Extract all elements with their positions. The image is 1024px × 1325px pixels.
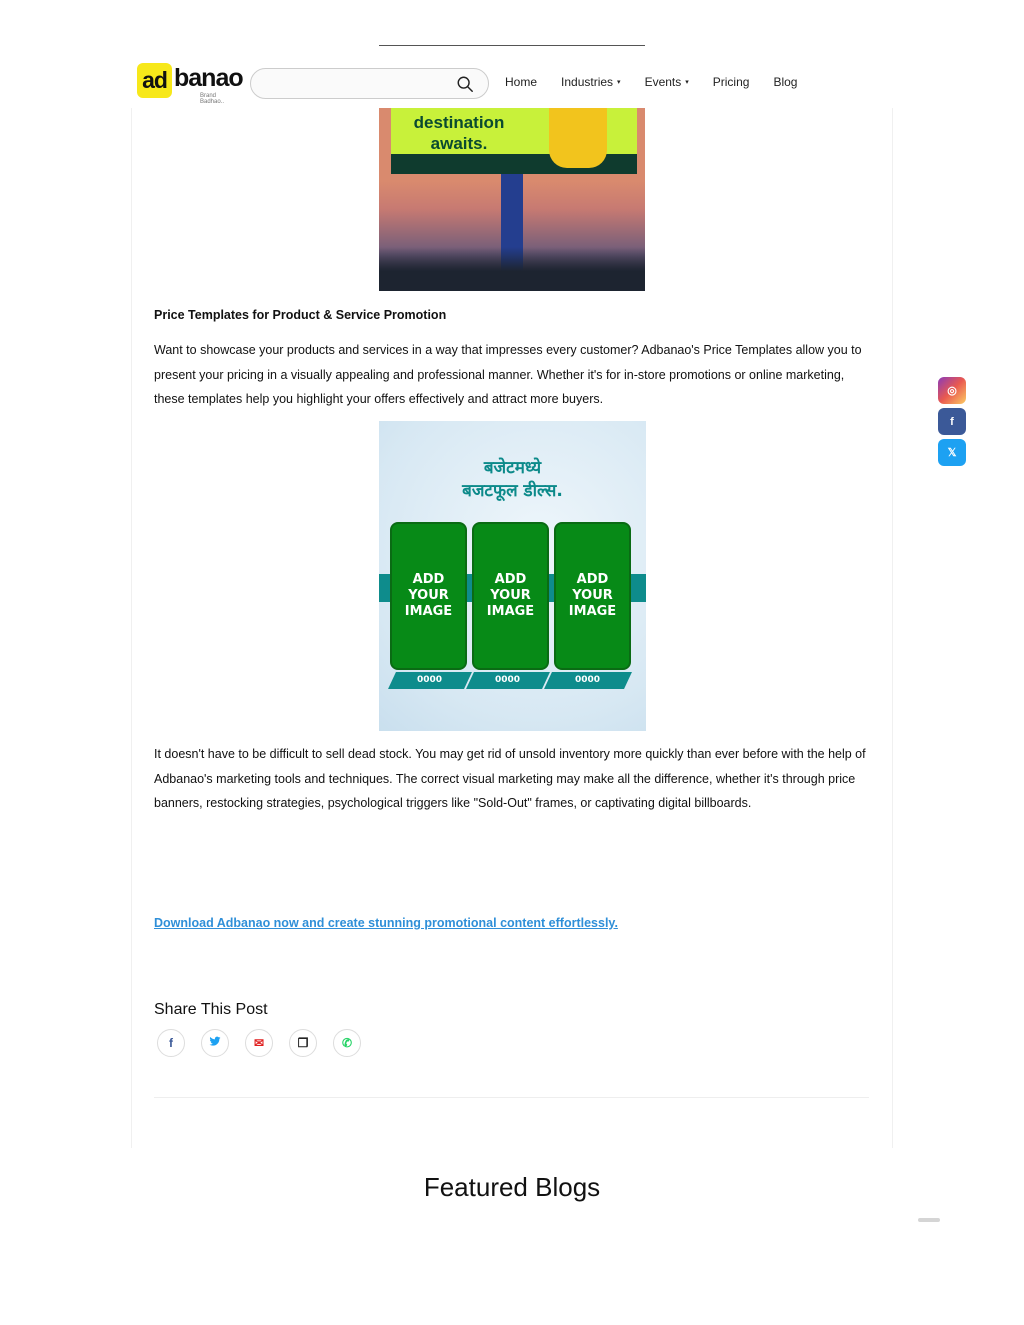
billboard-image — [379, 108, 645, 291]
price-tag — [388, 672, 472, 689]
search-input[interactable] — [250, 68, 489, 99]
share-twitter-button[interactable] — [201, 1029, 229, 1057]
billboard-person — [549, 108, 607, 168]
nav-blog[interactable] — [773, 75, 797, 89]
search-icon[interactable] — [456, 75, 474, 93]
nav-industries[interactable] — [561, 75, 621, 89]
nav-events[interactable] — [645, 75, 689, 89]
price-tag — [466, 672, 550, 689]
price-template-title: बजेटमध्ये बजटफूल डील्स. — [462, 458, 563, 501]
facebook-button[interactable] — [938, 408, 966, 435]
article-paragraph: Want to showcase your products and services in a way that impresses every customer? Adbanao's Price Templates allow you to present your pricing in a visually appealing and professional manner. Whether it's for in-store promotions or online marketing, these templates help you highlight your offers effectively and attract more buyers. — [154, 343, 862, 406]
nav-industries-label: Industries — [561, 75, 614, 89]
copy-link-button[interactable] — [289, 1029, 317, 1057]
main-nav — [505, 75, 821, 89]
price-template-image — [379, 421, 646, 731]
facebook-icon: f — [950, 415, 954, 428]
share-email-button[interactable] — [245, 1029, 273, 1057]
nav-pricing[interactable] — [713, 75, 750, 89]
chevron-down-icon: ▾ — [685, 79, 689, 86]
logo-ad-mark: ad — [137, 63, 172, 98]
article-paragraph: It doesn't have to be difficult to sell dead stock. You may get rid of unsold inventory more quickly than ever before with the help of Adbanao's marketing tools and techniques. The correct visual marketing may make all the difference, whether it's through price banners, restocking strategies, psychological triggers like "Sold-Out" frames, or captivating digital billboards. — [154, 747, 866, 810]
logo-tagline: Brand Badhao.. — [200, 93, 225, 105]
image-placeholder-card: ADD YOUR IMAGE — [554, 522, 631, 670]
price-tag-value: 0000 — [495, 675, 521, 685]
divider — [154, 1097, 869, 1098]
nav-blog-label: Blog — [773, 75, 798, 89]
article-heading: Price Templates for Product & Service Promotion — [154, 308, 447, 322]
twitter-icon — [209, 1036, 221, 1050]
price-tag — [544, 672, 632, 689]
scroll-indicator — [918, 1218, 940, 1222]
site-header — [131, 58, 893, 108]
nav-events-label: Events — [644, 75, 682, 89]
x-button[interactable] — [938, 439, 966, 466]
share-facebook-button[interactable] — [157, 1029, 185, 1057]
x-icon: 𝕏 — [947, 447, 957, 459]
share-buttons — [157, 1029, 377, 1057]
instagram-button[interactable] — [938, 377, 966, 404]
instagram-icon: ◎ — [947, 385, 957, 397]
share-title: Share This Post — [154, 1001, 268, 1018]
price-tag-value: 0000 — [575, 675, 601, 685]
email-icon: ✉ — [253, 1036, 265, 1050]
billboard-skyline — [379, 247, 645, 291]
image-placeholder-card: ADD YOUR IMAGE — [390, 522, 467, 670]
price-tag-value: 0000 — [417, 675, 443, 685]
nav-pricing-label: Pricing — [712, 75, 750, 89]
top-rule — [379, 45, 645, 46]
chevron-down-icon: ▾ — [617, 79, 621, 86]
nav-home[interactable] — [505, 75, 537, 89]
facebook-icon: f — [169, 1036, 173, 1050]
download-adbanao-link[interactable]: Download Adbanao now and create stunning promotional content effortlessly. — [154, 916, 618, 930]
whatsapp-icon: ✆ — [341, 1036, 353, 1050]
image-placeholder-card: ADD YOUR IMAGE — [472, 522, 549, 670]
copy-icon: ❐ — [297, 1036, 309, 1050]
floating-social-bar — [938, 377, 966, 470]
featured-blogs-heading: Featured Blogs — [423, 1172, 601, 1202]
adbanao-logo[interactable] — [137, 63, 243, 105]
share-whatsapp-button[interactable] — [333, 1029, 361, 1057]
billboard-text: destination awaits. — [413, 113, 505, 153]
logo-wordmark: banao — [174, 64, 243, 92]
nav-home-label: Home — [505, 75, 538, 89]
